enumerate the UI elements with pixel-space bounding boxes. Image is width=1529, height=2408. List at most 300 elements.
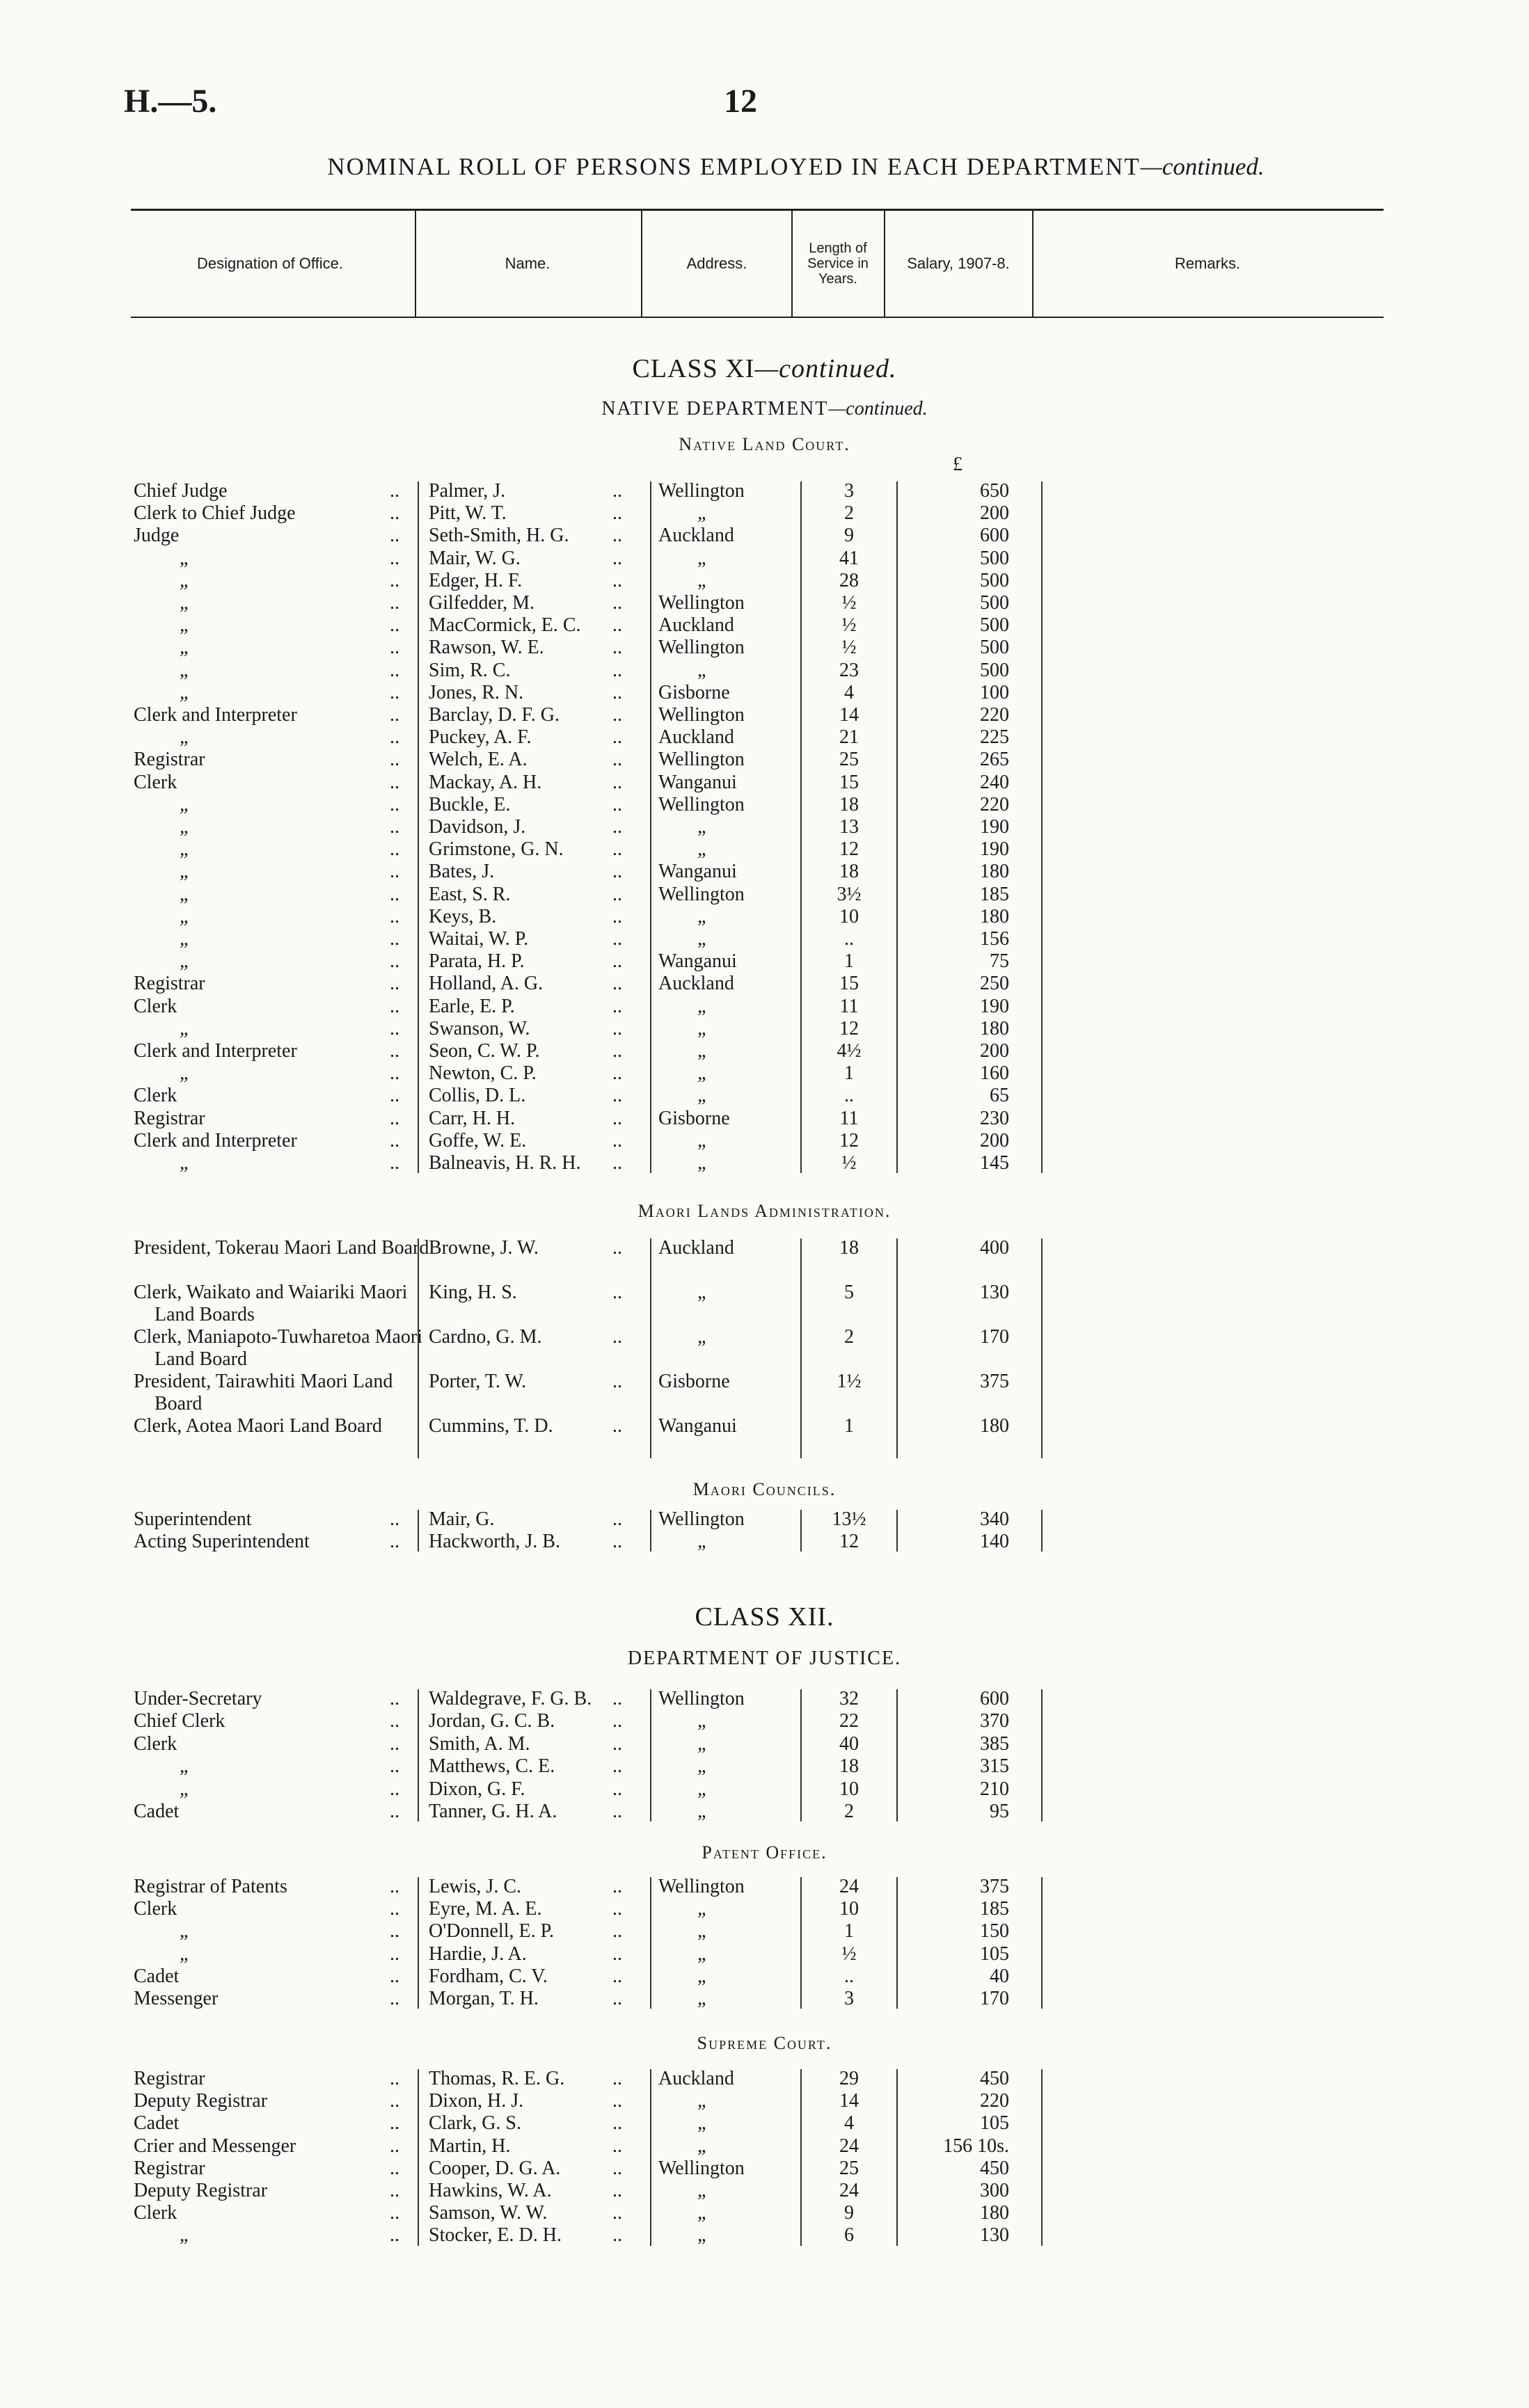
salary-cell: 220 <box>980 2090 1009 2112</box>
designation-cell: „ <box>180 905 191 927</box>
designation-cell: Clerk <box>134 1085 177 1107</box>
col-address: Address. <box>686 255 747 272</box>
name-cell: Stocker, E. D. H. <box>429 2224 562 2247</box>
name-cell: Collis, D. L. <box>429 1085 526 1107</box>
table-row <box>0 592 1529 614</box>
table-row <box>0 1040 1529 1062</box>
leader-dots: .. <box>390 2135 399 2157</box>
name-cell: Mackay, A. H. <box>429 771 542 793</box>
leader-dots: .. <box>390 928 399 950</box>
designation-cell: Clerk <box>134 995 177 1017</box>
leader-dots: .. <box>612 569 622 591</box>
leader-dots: .. <box>390 1688 399 1709</box>
leader-dots: .. <box>612 1040 622 1062</box>
table-row <box>0 1326 1529 1371</box>
name-cell: Seth-Smith, H. G. <box>429 525 569 547</box>
length-cell: 3½ <box>837 883 862 905</box>
table-row <box>0 1152 1529 1174</box>
address-cell: „ <box>697 1988 708 2009</box>
native-dept-title: NATIVE DEPARTMENT <box>601 398 829 420</box>
designation-cell: Clerk, Maniapoto-Tuwharetoa Maori Land Board <box>134 1326 422 1370</box>
column-rule <box>418 1689 419 1821</box>
length-cell: 11 <box>839 995 859 1017</box>
name-cell: King, H. S. <box>429 1282 517 1303</box>
leader-dots: .. <box>390 995 399 1017</box>
address-cell: „ <box>697 569 708 591</box>
leader-dots: .. <box>612 2112 622 2135</box>
length-cell: .. <box>844 928 854 950</box>
leader-dots: .. <box>390 681 399 703</box>
name-cell: Edger, H. F. <box>429 569 523 591</box>
salary-cell: 500 <box>980 592 1009 614</box>
designation-cell: Clerk, Aotea Maori Land Board <box>134 1415 382 1437</box>
leader-dots: .. <box>612 525 622 547</box>
leader-dots: .. <box>390 1755 399 1778</box>
salary-cell: 315 <box>980 1755 1009 1778</box>
name-cell: Sim, R. C. <box>429 659 511 681</box>
table-row <box>0 1920 1529 1943</box>
length-cell: ½ <box>841 637 857 659</box>
length-cell: 4 <box>844 681 854 703</box>
leader-dots: .. <box>390 1152 399 1174</box>
length-cell: 32 <box>839 1688 859 1709</box>
name-cell: Hardie, J. A. <box>429 1943 527 1965</box>
table-row <box>0 525 1529 547</box>
salary-cell: 75 <box>990 950 1009 973</box>
leader-dots: .. <box>390 1801 399 1822</box>
leader-dots: .. <box>390 547 399 569</box>
length-cell: 28 <box>839 569 859 591</box>
length-cell: ½ <box>841 614 857 637</box>
column-rule <box>800 1689 802 1821</box>
salary-cell: 180 <box>980 1017 1009 1039</box>
address-cell: „ <box>697 1920 708 1943</box>
length-cell: 18 <box>839 1237 859 1259</box>
table-row <box>0 2068 1529 2090</box>
table-row <box>0 2158 1529 2180</box>
address-cell: „ <box>697 1017 708 1039</box>
address-cell: Auckland <box>658 614 734 637</box>
leader-dots: .. <box>390 1778 399 1800</box>
length-cell: 23 <box>839 659 859 681</box>
leader-dots: .. <box>612 1778 622 1800</box>
leader-dots: .. <box>390 1920 399 1943</box>
salary-cell: 500 <box>980 614 1009 637</box>
table-row <box>0 1282 1529 1326</box>
name-cell: Jones, R. N. <box>429 681 524 703</box>
address-cell: „ <box>697 1898 708 1920</box>
length-cell: 14 <box>839 704 859 726</box>
leader-dots: .. <box>390 1017 399 1039</box>
column-rule <box>418 1877 419 2009</box>
leader-dots: .. <box>612 883 622 905</box>
address-cell: Wellington <box>658 1876 745 1897</box>
address-cell: Wellington <box>658 480 745 502</box>
leader-dots: .. <box>612 861 622 883</box>
name-cell: Rawson, W. E. <box>429 637 544 659</box>
name-cell: Hackworth, J. B. <box>429 1531 560 1552</box>
address-cell: „ <box>697 2090 708 2112</box>
leader-dots: .. <box>390 749 399 771</box>
length-cell: 2 <box>844 1326 854 1348</box>
length-cell: 1 <box>844 1415 854 1437</box>
table-row <box>0 502 1529 525</box>
pound-symbol: £ <box>953 454 962 475</box>
address-cell: Auckland <box>658 525 734 547</box>
designation-cell: Registrar <box>134 973 205 995</box>
table-row <box>0 1108 1529 1130</box>
leader-dots: .. <box>390 1710 399 1732</box>
address-cell: „ <box>697 928 708 950</box>
leader-dots: .. <box>612 905 622 927</box>
length-cell: .. <box>844 1085 854 1107</box>
native-dept-suffix: —continued. <box>828 398 928 420</box>
salary-cell: 340 <box>980 1508 1009 1530</box>
length-cell: ½ <box>841 1943 857 1965</box>
address-cell: „ <box>697 1755 708 1778</box>
leader-dots: .. <box>390 2202 399 2224</box>
designation-cell: Clerk <box>134 1732 177 1755</box>
table-row <box>0 1943 1529 1966</box>
salary-cell: 220 <box>980 704 1009 726</box>
table-row <box>0 2090 1529 2112</box>
table-row <box>0 838 1529 861</box>
name-cell: Browne, J. W. <box>429 1237 539 1259</box>
length-cell: 9 <box>844 525 854 547</box>
designation-cell: „ <box>180 861 191 883</box>
leader-dots: .. <box>390 771 399 793</box>
salary-cell: 170 <box>980 1326 1009 1348</box>
table-row <box>0 1898 1529 1920</box>
designation-cell: Crier and Messenger <box>134 2135 296 2157</box>
name-cell: Palmer, J. <box>429 480 506 502</box>
address-cell: Wellington <box>658 2157 745 2179</box>
salary-cell: 180 <box>980 1415 1009 1437</box>
column-rule <box>650 1510 651 1552</box>
leader-dots: .. <box>612 1920 622 1943</box>
length-cell: 3 <box>844 480 854 502</box>
address-cell: „ <box>697 995 708 1017</box>
address-cell: Wellington <box>658 592 745 614</box>
length-cell: 1 <box>844 1062 854 1085</box>
patent-office-heading: Patent Office. <box>702 1842 827 1863</box>
salary-cell: 95 <box>990 1801 1009 1822</box>
address-cell: Wellington <box>658 793 745 815</box>
table-row <box>0 1778 1529 1801</box>
salary-cell: 375 <box>980 1371 1009 1392</box>
length-cell: 10 <box>839 1778 859 1800</box>
designation-cell: „ <box>180 793 191 815</box>
leader-dots: .. <box>390 2180 399 2201</box>
leader-dots: .. <box>390 1508 399 1530</box>
table-row <box>0 570 1529 592</box>
column-rule <box>800 1238 802 1458</box>
table-row <box>0 928 1529 950</box>
leader-dots: .. <box>612 480 622 502</box>
column-rule <box>1041 1238 1043 1458</box>
salary-cell: 500 <box>980 637 1009 659</box>
length-cell: 4 <box>844 2112 854 2135</box>
name-cell: Carr, H. H. <box>429 1107 516 1129</box>
column-rule <box>650 2069 651 2246</box>
address-cell: Wellington <box>658 749 745 771</box>
designation-cell: Clerk <box>134 2202 177 2224</box>
salary-cell: 130 <box>980 1282 1009 1303</box>
length-cell: 13½ <box>832 1508 866 1530</box>
column-rule <box>800 1510 802 1552</box>
salary-cell: 385 <box>980 1732 1009 1755</box>
salary-cell: 370 <box>980 1710 1009 1732</box>
length-cell: 22 <box>839 1710 859 1732</box>
designation-cell: Registrar <box>134 1107 205 1129</box>
name-cell: Davidson, J. <box>429 816 526 838</box>
salary-cell: 200 <box>980 502 1009 525</box>
column-rule <box>896 481 898 1173</box>
designation-cell: Clerk, Waikato and Waiariki Maori Land Boards <box>134 1282 408 1325</box>
leader-dots: .. <box>612 1755 622 1778</box>
address-cell: Gisborne <box>658 1107 730 1129</box>
designation-cell: Deputy Registrar <box>134 2090 268 2112</box>
table-row <box>0 1876 1529 1898</box>
table-row <box>0 2224 1529 2247</box>
designation-cell: „ <box>180 569 191 591</box>
salary-cell: 230 <box>980 1107 1009 1129</box>
table-row <box>0 1733 1529 1755</box>
salary-cell: 450 <box>980 2068 1009 2089</box>
address-cell: Wellington <box>658 637 745 659</box>
name-cell: Earle, E. P. <box>429 995 515 1017</box>
name-cell: Tanner, G. H. A. <box>429 1801 557 1822</box>
column-rule <box>896 1689 898 1821</box>
table-row <box>0 884 1529 906</box>
designation-cell: „ <box>180 1152 191 1174</box>
designation-cell: Deputy Registrar <box>134 2180 268 2201</box>
salary-cell: 65 <box>990 1085 1009 1107</box>
table-row <box>0 861 1529 883</box>
name-cell: Goffe, W. E. <box>429 1129 527 1151</box>
leader-dots: .. <box>390 1943 399 1965</box>
address-cell: Wanganui <box>658 1415 737 1437</box>
length-cell: 25 <box>839 749 859 771</box>
designation-cell: „ <box>180 592 191 614</box>
designation-cell: Clerk and Interpreter <box>134 1129 297 1151</box>
table-row <box>0 816 1529 838</box>
column-rule <box>418 481 419 1173</box>
leader-dots: .. <box>390 2157 399 2179</box>
length-cell: 41 <box>839 547 859 569</box>
class-xii-heading: CLASS XII. <box>695 1602 834 1632</box>
justice-dept-heading: DEPARTMENT OF JUSTICE. <box>627 1648 902 1669</box>
address-cell: „ <box>697 1282 708 1303</box>
designation-cell: Judge <box>134 525 180 547</box>
address-cell: „ <box>697 2135 708 2157</box>
leader-dots: .. <box>612 547 622 569</box>
address-cell: Wellington <box>658 704 745 726</box>
leader-dots: .. <box>612 659 622 681</box>
address-cell: Gisborne <box>658 681 730 703</box>
address-cell: „ <box>697 2180 708 2201</box>
length-cell: 12 <box>839 1017 859 1039</box>
column-rule <box>418 1510 419 1552</box>
leader-dots: .. <box>390 816 399 838</box>
length-cell: 4½ <box>837 1040 862 1062</box>
address-cell: Auckland <box>658 2068 734 2089</box>
salary-cell: 240 <box>980 771 1009 793</box>
column-rule <box>1041 2069 1043 2246</box>
length-cell: 12 <box>839 838 859 861</box>
column-rule <box>1041 1689 1043 1821</box>
column-rule <box>650 481 651 1173</box>
designation-cell: „ <box>180 1778 191 1800</box>
leader-dots: .. <box>612 1943 622 1965</box>
leader-dots: .. <box>390 1988 399 2009</box>
name-cell: Clark, G. S. <box>429 2112 521 2135</box>
leader-dots: .. <box>390 2224 399 2247</box>
length-cell: 2 <box>844 1801 854 1822</box>
leader-dots: .. <box>612 1017 622 1039</box>
maori-councils-heading: Maori Councils. <box>692 1479 837 1499</box>
name-cell: Dixon, G. F. <box>429 1778 525 1800</box>
salary-cell: 190 <box>980 995 1009 1017</box>
length-cell: 12 <box>839 1129 859 1151</box>
leader-dots: .. <box>612 1085 622 1107</box>
column-rule <box>418 1238 419 1458</box>
designation-cell: Clerk and Interpreter <box>134 704 297 726</box>
name-cell: Mair, W. G. <box>429 547 521 569</box>
length-cell: 15 <box>839 973 859 995</box>
leader-dots: .. <box>612 1415 622 1437</box>
table-row <box>0 1988 1529 2010</box>
length-cell: 25 <box>839 2157 859 2179</box>
designation-cell: „ <box>180 2224 191 2247</box>
column-rule <box>896 1238 898 1458</box>
leader-dots: .. <box>390 1107 399 1129</box>
leader-dots: .. <box>390 2112 399 2135</box>
salary-cell: 225 <box>980 726 1009 749</box>
designation-cell: „ <box>180 1755 191 1778</box>
table-row <box>0 1508 1529 1531</box>
leader-dots: .. <box>612 2224 622 2247</box>
leader-dots: .. <box>390 973 399 995</box>
table-row <box>0 614 1529 637</box>
leader-dots: .. <box>612 681 622 703</box>
leader-dots: .. <box>390 1732 399 1755</box>
salary-cell: 375 <box>980 1876 1009 1897</box>
table-row <box>0 1531 1529 1553</box>
leader-dots: .. <box>612 2135 622 2157</box>
length-cell: 21 <box>839 726 859 749</box>
name-cell: Samson, W. W. <box>429 2202 548 2224</box>
length-cell: 18 <box>839 793 859 815</box>
table-row <box>0 772 1529 794</box>
name-cell: Balneavis, H. R. H. <box>429 1152 581 1174</box>
leader-dots: .. <box>612 1326 622 1348</box>
table-row <box>0 2135 1529 2158</box>
column-rule <box>1041 481 1043 1173</box>
salary-cell: 450 <box>980 2157 1009 2179</box>
leader-dots: .. <box>612 1965 622 1987</box>
name-cell: Lewis, J. C. <box>429 1876 521 1897</box>
length-cell: 24 <box>839 2135 859 2157</box>
name-cell: Hawkins, W. A. <box>429 2180 552 2201</box>
length-cell: 5 <box>844 1282 854 1303</box>
column-rule <box>800 2069 802 2246</box>
leader-dots: .. <box>612 1898 622 1920</box>
leader-dots: .. <box>612 1710 622 1732</box>
salary-cell: 300 <box>980 2180 1009 2201</box>
leader-dots: .. <box>612 995 622 1017</box>
designation-cell: Registrar <box>134 749 205 771</box>
leader-dots: .. <box>390 502 399 525</box>
leader-dots: .. <box>390 905 399 927</box>
leader-dots: .. <box>612 726 622 749</box>
leader-dots: .. <box>390 1876 399 1897</box>
designation-cell: „ <box>180 681 191 703</box>
table-row <box>0 660 1529 682</box>
table-row <box>0 2180 1529 2202</box>
leader-dots: .. <box>612 1688 622 1709</box>
designation-cell: Cadet <box>134 1801 180 1822</box>
column-rule <box>800 1877 802 2009</box>
table-row <box>0 1755 1529 1778</box>
leader-dots: .. <box>612 704 622 726</box>
leader-dots: .. <box>612 928 622 950</box>
salary-cell: 140 <box>980 1531 1009 1552</box>
leader-dots: .. <box>390 793 399 815</box>
designation-cell: „ <box>180 637 191 659</box>
salary-cell: 500 <box>980 659 1009 681</box>
leader-dots: .. <box>390 592 399 614</box>
length-cell: 29 <box>839 2068 859 2089</box>
leader-dots: .. <box>612 2202 622 2224</box>
address-cell: „ <box>697 1965 708 1987</box>
name-cell: Newton, C. P. <box>429 1062 537 1085</box>
salary-cell: 250 <box>980 973 1009 995</box>
leader-dots: .. <box>390 1965 399 1987</box>
column-rule <box>650 1689 651 1821</box>
native-land-court-heading: Native Land Court. <box>679 434 850 454</box>
leader-dots: .. <box>612 749 622 771</box>
designation-cell: Registrar of Patents <box>134 1876 287 1897</box>
length-cell: ½ <box>841 592 857 614</box>
table-row <box>0 480 1529 502</box>
salary-cell: 180 <box>980 2202 1009 2224</box>
leader-dots: .. <box>390 525 399 547</box>
address-cell: „ <box>697 1326 708 1348</box>
salary-cell: 150 <box>980 1920 1009 1943</box>
address-cell: Wellington <box>658 1688 745 1709</box>
name-cell: Gilfedder, M. <box>429 592 535 614</box>
designation-cell: „ <box>180 816 191 838</box>
leader-dots: .. <box>390 659 399 681</box>
class-xi-suffix: —continued. <box>754 354 897 383</box>
length-cell: 1 <box>844 950 854 973</box>
col-salary: Salary, 1907-8. <box>907 255 1010 272</box>
table-row <box>0 794 1529 816</box>
salary-cell: 600 <box>980 525 1009 547</box>
salary-cell: 105 <box>980 1943 1009 1965</box>
address-cell: „ <box>697 816 708 838</box>
salary-cell: 180 <box>980 861 1009 883</box>
designation-cell: Registrar <box>134 2068 205 2089</box>
length-cell: 1½ <box>837 1371 862 1392</box>
designation-cell: „ <box>180 614 191 637</box>
document-id: H.—5. <box>124 83 217 120</box>
column-rule <box>1041 1510 1043 1552</box>
salary-cell: 40 <box>990 1965 1009 1987</box>
name-cell: Bates, J. <box>429 861 495 883</box>
length-cell: 14 <box>839 2090 859 2112</box>
